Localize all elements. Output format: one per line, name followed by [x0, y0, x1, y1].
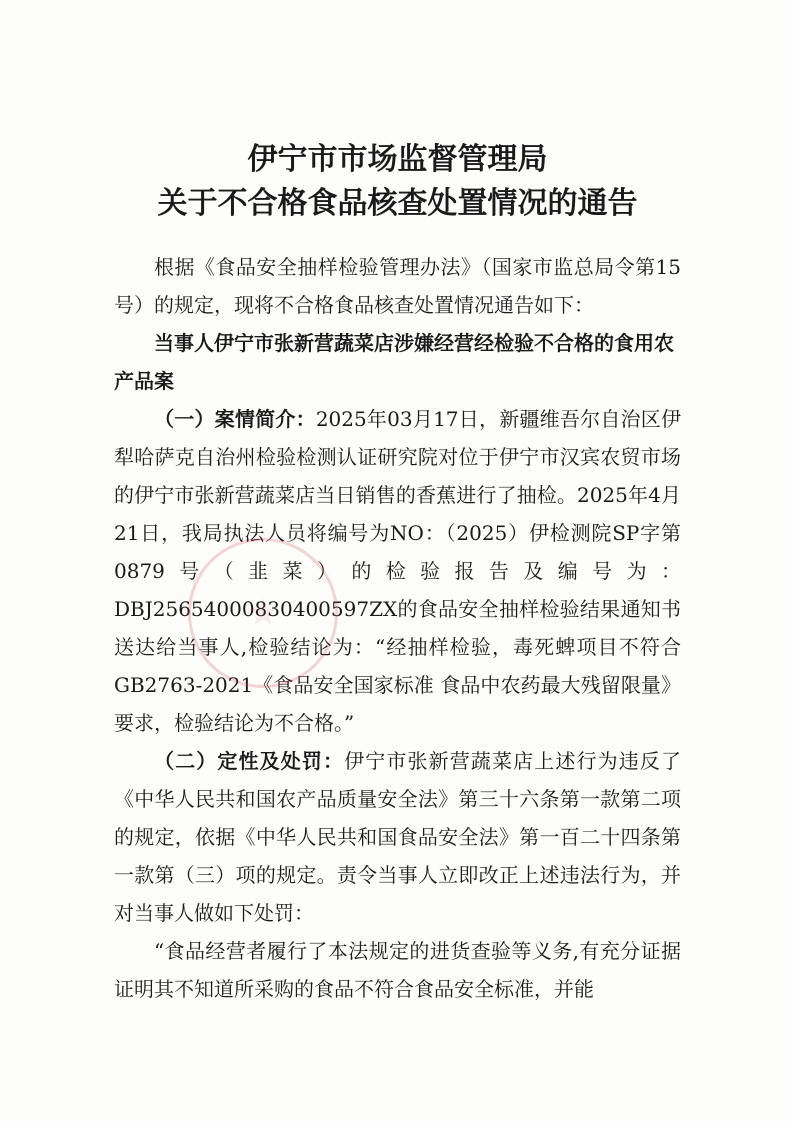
penalty-text: 伊宁市张新营蔬菜店上述行为违反了《中华人民共和国农产品质量安全法》第三十六条第一款第二项的规定，依据《中华人民共和国食品安全法》第一百二十四条第一款第（三）项的规定。责令当事人立即改正上述违法行为，并对当事人做如下处罚： — [114, 749, 681, 925]
case-summary-text: 2025年03月17日，新疆维吾尔自治区伊犁哈萨克自治州检验检测认证研究院对位于伊宁市汉宾农贸市场的伊宁市张新营蔬菜店当日销售的香蕉进行了抽检。2025年4月21日，我局执法人员将编号为NO：（2025）伊检测院SP字第0879号（韭菜）的检验报告及编号为：DBJ25654000830400597ZX的食品安全抽样检验结果通知书送达给当事人,检验结论为：“经抽样检验，毒死蜱项目不符合GB2763-2021《食品安全国家标准 食品中农药最大残留限量》要求，检验结论为不合格。” — [114, 407, 682, 735]
title-line-2: 关于不合格食品核查处置情况的通告 — [157, 186, 638, 221]
title-line-1: 伊宁市市场监督管理局 — [247, 142, 548, 177]
case-summary-paragraph — [114, 400, 681, 742]
case-summary-label: （一）案情简介： — [154, 407, 316, 431]
penalty-label: （二）定性及处罚： — [154, 749, 345, 773]
penalty-paragraph — [114, 742, 681, 932]
intro-paragraph: 根据《食品安全抽样检验管理办法》（国家市监总局令第15号）的规定，现将不合格食品核查处置情况通告如下： — [114, 255, 681, 317]
case-heading: 当事人伊宁市张新营蔬菜店涉嫌经营经检验不合格的食用农产品案 — [114, 331, 674, 393]
quoted-law-paragraph: “食品经营者履行了本法规定的进货查验等义务,有充分证据证明其不知道所采购的食品不符合食品安全标准，并能 — [114, 939, 681, 1001]
notice-title — [114, 138, 681, 226]
official-seal-stamp — [188, 538, 338, 688]
